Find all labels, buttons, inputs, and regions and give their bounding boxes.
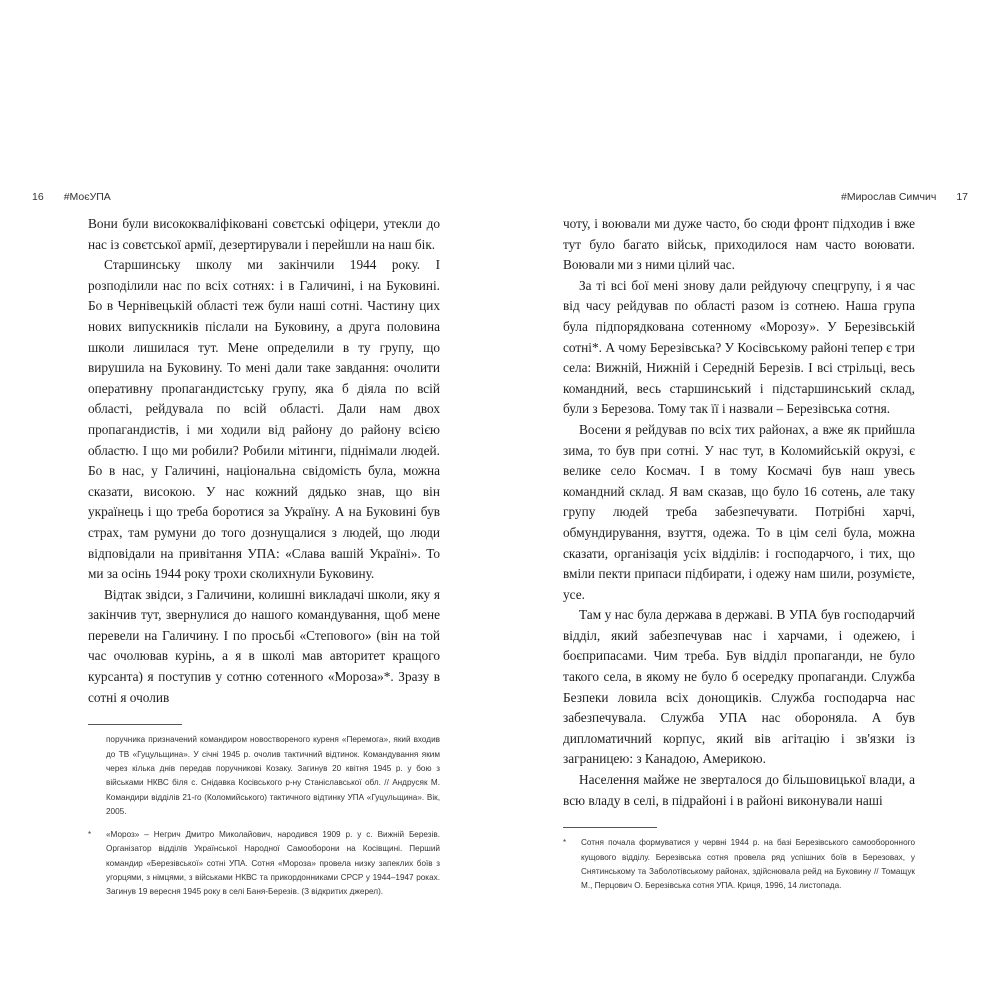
footnote-text: поручника призначений командиром новоствореного куреня «Перемога», який входив до ТВ «Гуцульщина». У січні 1945 р. очолив тактичний відтинок. Командування яким через кілька днів передав поручникові Козаку. Загинув 20 квітня 1945 р. у бою з військами НКВС біля с. Снідавка Косівського р-ну Станіславської обл. // Андрусяк М. Командири відділів 21-го (Коломийського) тактичного відтинку УПА «Гуцульщина». Вік, 2005.	[106, 735, 440, 817]
right-running-header	[841, 191, 968, 203]
left-paragraph: Старшинську школу ми закінчили 1944 року. І розподілили нас по всіх сотнях: і в Галичині, і на Буковині. Бо в Чернівецькій області теж були наші сотні. Частину цих нових випускників післали на Буковину, а друга половина школи лишилася тут. Мене определили в ту групу, що вирушила на Буковину. То мені дали таке завдання: очолити оперативну пропагандистську групу, яка б діяла по всій області, рейдувала по всій області. Дали нам двох пропагандистів, і ми ходили від району до району всією областю. І що ми робили? Робили мітинги, піднімали людей. Бо в нас, у Галичині, національна свідомість була, можна сказати, високою. У нас кожний дядько знав, що він українець і що треба боротися за Україну. А на Буковині був страх, там румуни до того дознущалися з людей, що люди відповідали на привітання УПА: «Слава вашій Україні». То ми за осінь 1944 року трохи сколихнули Буковину.	[88, 257, 440, 582]
left-paragraph: Відтак звідси, з Галичини, колишні викладачі школи, яку я закінчив тут, звернулися до нашого командування, щоб мене перевели на Галичину. І по просьбі «Степового» (він на той час очолював курінь, а я в школі мав авторитет кращого курсанта) я поступив у сотню сотенного «Мороза»*. Зразу в сотні я очолив	[88, 586, 440, 705]
left-footnotes	[88, 733, 440, 899]
footnote-text: «Мороз» – Негрич Дмитро Миколайович, народився 1909 р. у с. Вижній Березів. Організатор відділів Української Народної Самооборони на Косівщині. Перший командир «Березівської» сотні УПА. Сотня «Мороза» провела низку запеклих боїв з угорцями, з німцями, з військами НКВС та прикордонниками СРСР у 1944–1947 роках. Загинув 19 вересня 1945 року в селі Баня-Березів. (З відкритих джерел).	[106, 829, 440, 897]
left-running-header	[32, 191, 111, 203]
left-running-head-title: #МоєУПА	[63, 191, 111, 203]
footnote-mark: *	[563, 838, 567, 848]
right-footnote-rule	[563, 827, 657, 828]
left-page	[88, 214, 440, 908]
right-paragraph: Там у нас була держава в державі. В УПА був господарчий відділ, який забезпечував нас і харчами, і одежею, і боєприпасами. Чим треба. Був відділ пропаганди, не було такого села, в якому не було б осередку пропаганди. Служба Безпеки ловила всіх донощиків. Служба господарча нас забезпечувала. Служба УПА нас обороняла. А був дипломатичний корпус, який вів агітацію і зв'язки із заграницею: з Канадою, Америкою.	[563, 607, 915, 767]
right-body-text	[563, 214, 915, 811]
right-paragraph: чоту, і воювали ми дуже часто, бо сюди фронт підходив і вже тут було багато військ, приходилося нам часто воювати. Воювали ми з ними цілий час.	[563, 216, 915, 273]
right-running-head-title: #Мирослав Симчич	[840, 191, 937, 203]
right-paragraph: Населення майже не зверталося до більшовицької влади, а всю владу в селі, в підрайоні і в районі виконували наші	[563, 772, 915, 808]
footnote	[563, 836, 915, 894]
footnote	[88, 828, 440, 900]
left-footnote-rule	[88, 724, 182, 725]
footnote-text: Сотня почала формуватися у червні 1944 р. на базі Березівського самооборонного кущового відділу. Березівська сотня провела ряд успішних боїв в Березовах, у Снятинському та Заболотівському районах, здійснювала рейд на Буковину // Томащук М., Перцович О. Березівська сотня УПА. Криця, 1996, 14 листопада.	[581, 838, 915, 891]
right-page	[563, 214, 915, 902]
footnote	[88, 733, 440, 819]
left-page-number: 16	[32, 191, 44, 203]
right-paragraph: Восени я рейдував по всіх тих районах, а вже як прийшла зима, то був при сотні. У нас тут, в Коломийській окрузі, є велике село Космач. І в тому Космачі був наш увесь командний склад. Я вам сказав, що було 16 сотень, але таку групу людей треба забезпечувати. Потрібні харчі, обмундирування, взуття, одежа. То в цім селі була, можна сказати, організація усіх відділів: і господарчого, і тих, що вміли пекти припаси підбирати, і одежу нам шили, розумієте, усе.	[563, 421, 915, 602]
right-footnotes	[563, 836, 915, 894]
right-page-number: 17	[956, 191, 968, 203]
left-body-text	[88, 214, 440, 708]
left-paragraph: Вони були висококваліфіковані совєтські офіцери, утекли до нас із совєтської армії, дезертирували і перейшли на наш бік.	[88, 216, 440, 252]
right-paragraph: За ті всі бої мені знову дали рейдуючу спецгрупу, і я час від часу рейдував по області разом із сотнею. Наша група була підпорядкована сотенному «Морозу». У Березівській сотні*. А чому Березівська? У Косівському районі тепер є три села: Вижній, Нижній і Середній Березів. І всі стрільці, весь командний, весь старшинський і підстаршинський склад, були з Березова. Тому так її і назвали – Березівська сотня.	[563, 277, 915, 417]
footnote-mark: *	[88, 829, 92, 839]
